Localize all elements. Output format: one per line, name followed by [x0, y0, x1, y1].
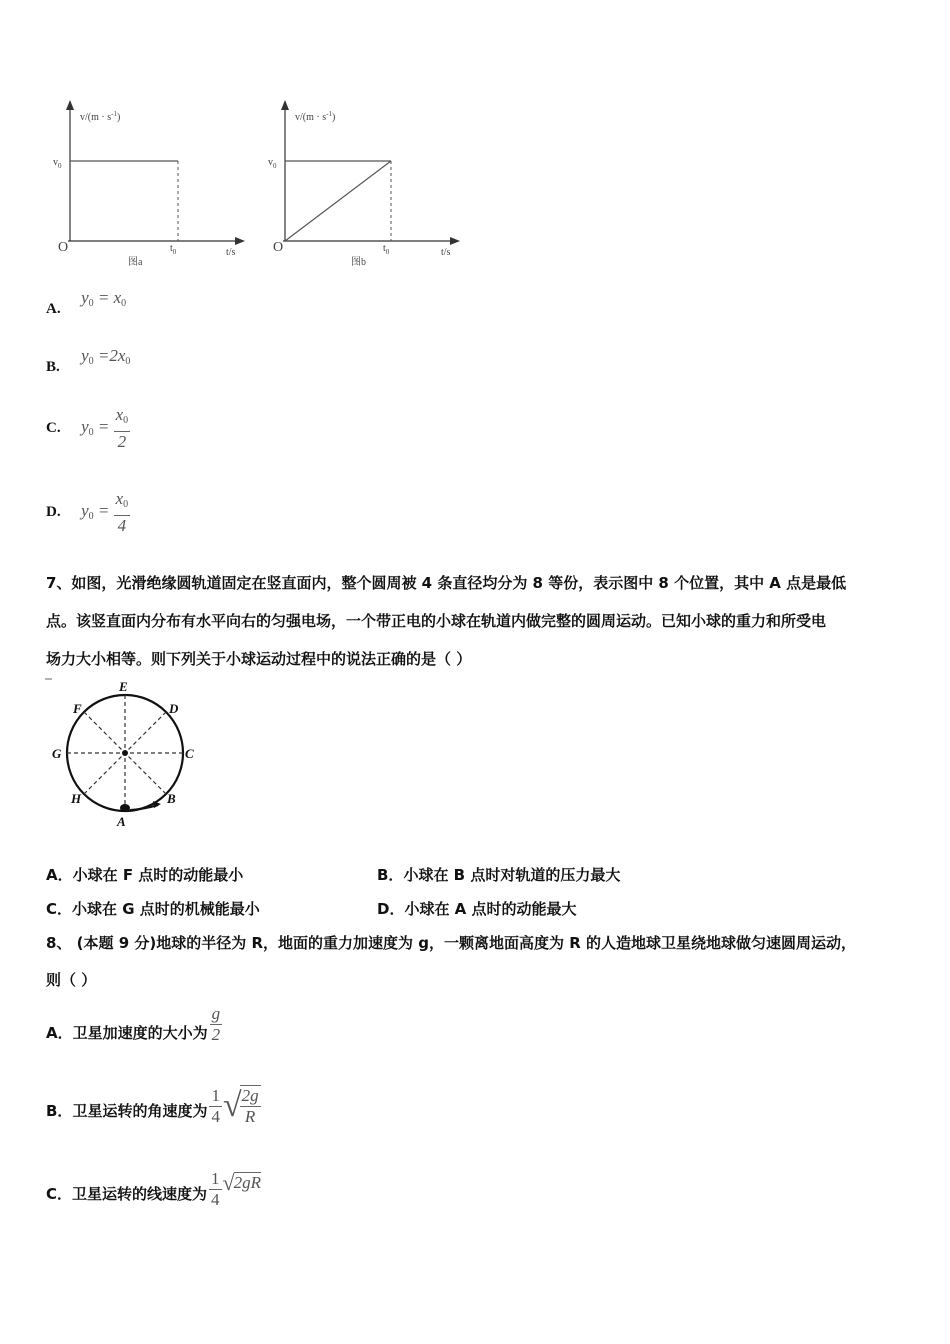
- q8-line-1: 8、 (本题 9 分)地球的半径为 R，地面的重力加速度为 g，一颗离地面高度为 R 的人造地球卫星绕地球做匀速圆周运动，: [46, 934, 856, 952]
- point-label-g: G: [52, 746, 62, 761]
- point-label-h: H: [71, 791, 82, 806]
- option-text: C．卫星运转的线速度为: [46, 1185, 208, 1203]
- option-formula: $y_0 = x_0$: [81, 288, 127, 309]
- q6-option-b: [46, 346, 130, 376]
- graph-b-origin: O: [273, 240, 284, 255]
- option-formula: $\frac{g}{2}$: [211, 1004, 221, 1044]
- point-label-a: A: [117, 814, 126, 829]
- point-label-b: B: [167, 791, 176, 806]
- graph-b-caption: 图b: [351, 257, 366, 268]
- option-radicand: 2gR: [233, 1173, 261, 1192]
- q8-line-2: 则（ ）: [46, 971, 97, 989]
- graph-a-xlabel: t/s: [226, 247, 236, 258]
- option-text: B．卫星运转的角速度为: [46, 1101, 208, 1120]
- option-letter: D.: [46, 504, 61, 520]
- q7-line-1: 7、如图，光滑绝缘圆轨道固定在竖直面内，整个圆周被 4 条直径均分为 8 等份，表示图中 8 个位置，其中 A 点是最低: [46, 574, 847, 592]
- option-letter: A.: [46, 301, 61, 317]
- graph-a-ylabel: $v/(m \cdot s^{-1})$: [80, 110, 121, 123]
- graph-a-y-arrow: [66, 100, 74, 110]
- graph-a-x-arrow: [235, 237, 245, 245]
- option-formula: $y_0 =2x_0$: [81, 346, 131, 367]
- graph-a: [50, 95, 260, 275]
- graph-b-ylabel: $v/(m \cdot s^{-1})$: [295, 110, 336, 123]
- q6-option-a: [46, 288, 126, 318]
- q6-option-c: [46, 405, 130, 452]
- option-radicand: $\frac{2g}{R}$: [241, 1086, 259, 1126]
- graph-a-origin: O: [58, 240, 69, 255]
- ball: [120, 804, 130, 812]
- graph-b-v0: $v_0$: [268, 157, 277, 170]
- q8-option-a: [46, 1004, 222, 1045]
- q7-line-3: 场力大小相等。则下列关于小球运动过程中的说法正确的是（ ）: [46, 650, 472, 668]
- graph-b-xlabel: t/s: [441, 247, 451, 258]
- option-coefficient: $\frac{1}{4}$: [211, 1169, 220, 1209]
- radical-sign: √: [222, 1087, 242, 1124]
- q8-option-b: [46, 1085, 261, 1127]
- graph-b-y-arrow: [281, 100, 289, 110]
- graph-b-slope-line: [285, 161, 391, 241]
- option-formula: $y_0$ = $\frac{x_0}{2}$: [81, 405, 129, 451]
- point-label-e: E: [119, 679, 128, 694]
- center-point: [122, 750, 128, 756]
- option-text: A．卫星加速度的大小为: [46, 1024, 208, 1042]
- point-label-d: D: [169, 701, 179, 716]
- q7-line-2: 点。该竖直面内分布有水平向右的匀强电场，一个带正电的小球在轨道内做完整的圆周运动。已知小球的重力和所受电: [46, 612, 827, 630]
- q6-option-d: [46, 489, 130, 536]
- q7-option-d: D．小球在 A 点时的动能最大: [377, 900, 577, 918]
- q8-option-c: [46, 1169, 261, 1210]
- q7-option-a: A．小球在 F 点时的动能最小: [46, 866, 244, 884]
- q7-option-c: C．小球在 G 点时的机械能最小: [46, 900, 260, 918]
- graph-b: [265, 95, 475, 275]
- graph-b-t0: $t_0$: [383, 243, 390, 256]
- circle-track-diagram: [40, 676, 210, 831]
- option-letter: B.: [46, 359, 60, 375]
- option-formula: $y_0$ = $\frac{x_0}{4}$: [81, 489, 129, 535]
- graph-a-t0: $t_0$: [170, 243, 177, 256]
- radical-sign: √: [222, 1169, 235, 1195]
- graph-a-v0: $v_0$: [53, 157, 62, 170]
- option-letter: C.: [46, 420, 61, 436]
- graph-b-x-arrow: [450, 237, 460, 245]
- graph-a-caption: 图a: [128, 257, 143, 268]
- q7-option-b: B．小球在 B 点时对轨道的压力最大: [377, 866, 621, 884]
- option-coefficient: $\frac{1}{4}$: [211, 1085, 220, 1126]
- point-label-c: C: [185, 746, 194, 761]
- point-label-f: F: [73, 701, 82, 716]
